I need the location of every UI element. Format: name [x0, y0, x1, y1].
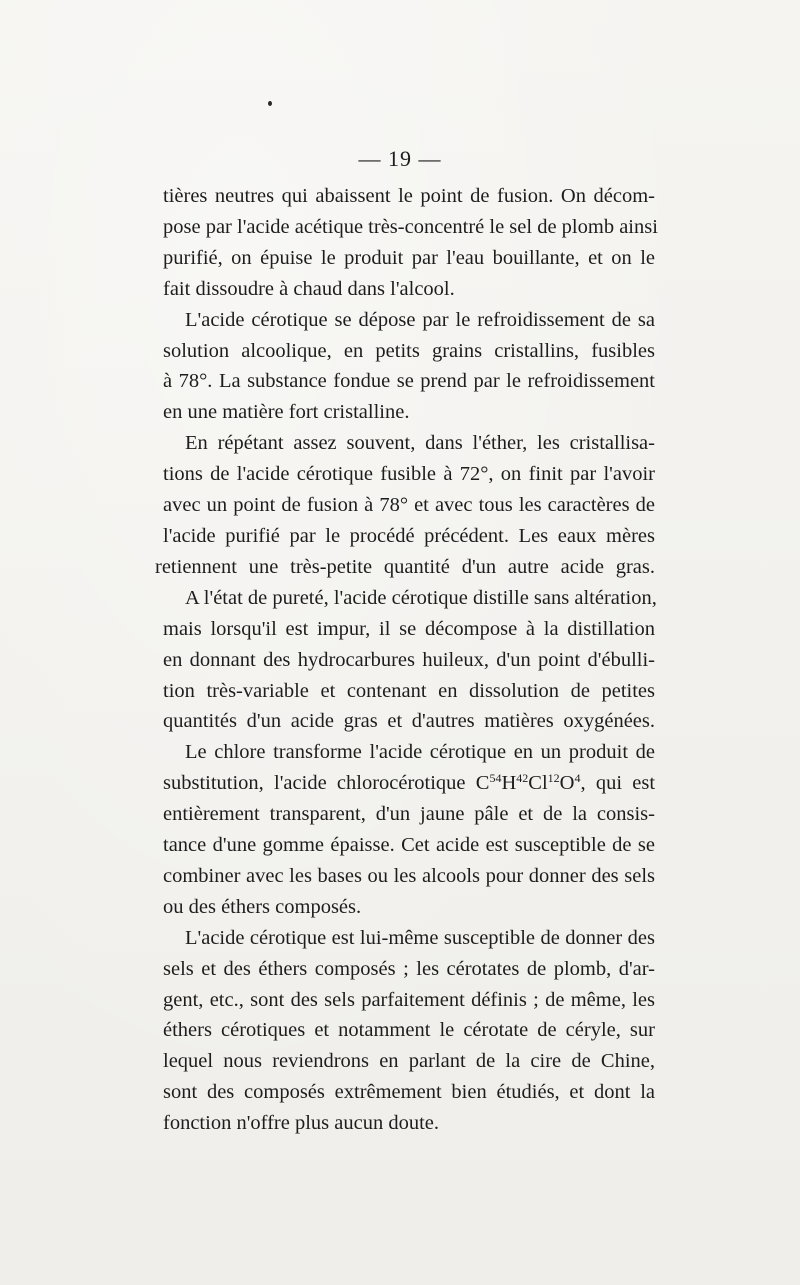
text-line: En répétant assez souvent, dans l'éther, les cristallisa- — [185, 432, 655, 455]
text-line: lequel nous reviendrons en parlant de la cire de Chine, — [163, 1050, 655, 1073]
text-line: purifié, on épuise le produit par l'eau bouillante, et on le — [163, 246, 655, 269]
text-line: A l'état de pureté, l'acide cérotique distille sans altération, — [185, 586, 657, 609]
text-line: sont des composés extrêmement bien étudiés, et dont la — [163, 1081, 655, 1104]
text-line: mais lorsqu'il est impur, il se décompose à la distillation — [163, 617, 655, 640]
text-line: fonction n'offre plus aucun doute. — [163, 1112, 440, 1135]
text-segment: , qui est — [580, 772, 656, 795]
page-number: — 19 — — [358, 146, 442, 171]
text-line: éthers cérotiques et notamment le cérotate de céryle, sur — [163, 1019, 655, 1042]
text-line: L'acide cérotique est lui-même susceptible de donner des — [185, 926, 655, 949]
text-line: à 78°. La substance fondue se prend par le refroidissement — [163, 370, 655, 393]
text-line-with-formula — [163, 768, 655, 799]
text-line: en une matière fort cristalline. — [163, 401, 410, 424]
text-line: retiennent une très-petite quantité d'un autre acide gras. — [155, 555, 655, 578]
text-line: entièrement transparent, d'un jaune pâle et de la consis- — [163, 803, 655, 826]
body-text — [155, 181, 658, 1139]
text-line: fait dissoudre à chaud dans l'alcool. — [163, 277, 455, 300]
text-segment: substitution, l'acide chlorocérotique — [163, 772, 466, 795]
text-line: tions de l'acide cérotique fusible à 72°, on finit par l'avoir — [163, 463, 655, 486]
text-line: solution alcoolique, en petits grains cristallins, fusibles — [163, 339, 655, 362]
text-line: tance d'une gomme épaisse. Cet acide est susceptible de se — [163, 834, 655, 857]
text-line: L'acide cérotique se dépose par le refroidissement de sa — [185, 308, 655, 331]
text-line: tion très-variable et contenant en dissolution de petites — [163, 679, 655, 702]
text-line: combiner avec les bases ou les alcools pour donner des sels — [163, 864, 655, 887]
text-line: en donnant des hydrocarbures huileux, d'un point d'ébulli- — [163, 648, 655, 671]
text-line: quantités d'un acide gras et d'autres matières oxygénées. — [163, 710, 655, 733]
text-line: l'acide purifié par le procédé précédent. Les eaux mères — [163, 524, 655, 547]
text-line: avec un point de fusion à 78° et avec tous les caractères de — [163, 494, 655, 517]
chemical-formula: $C^{54}H^{42}Cl^{12}O^4$ — [475, 771, 581, 795]
ink-speck — [268, 101, 272, 106]
text-line: pose par l'acide acétique très-concentré le sel de plomb ainsi — [163, 215, 658, 238]
text-line: Le chlore transforme l'acide cérotique en un produit de — [185, 741, 655, 764]
text-line: gent, etc., sont des sels parfaitement définis ; de même, les — [163, 988, 655, 1011]
text-line: ou des éthers composés. — [163, 895, 362, 918]
text-line: tières neutres qui abaissent le point de fusion. On décom- — [163, 185, 655, 207]
text-line: sels et des éthers composés ; les cérotates de plomb, d'ar- — [163, 957, 655, 980]
